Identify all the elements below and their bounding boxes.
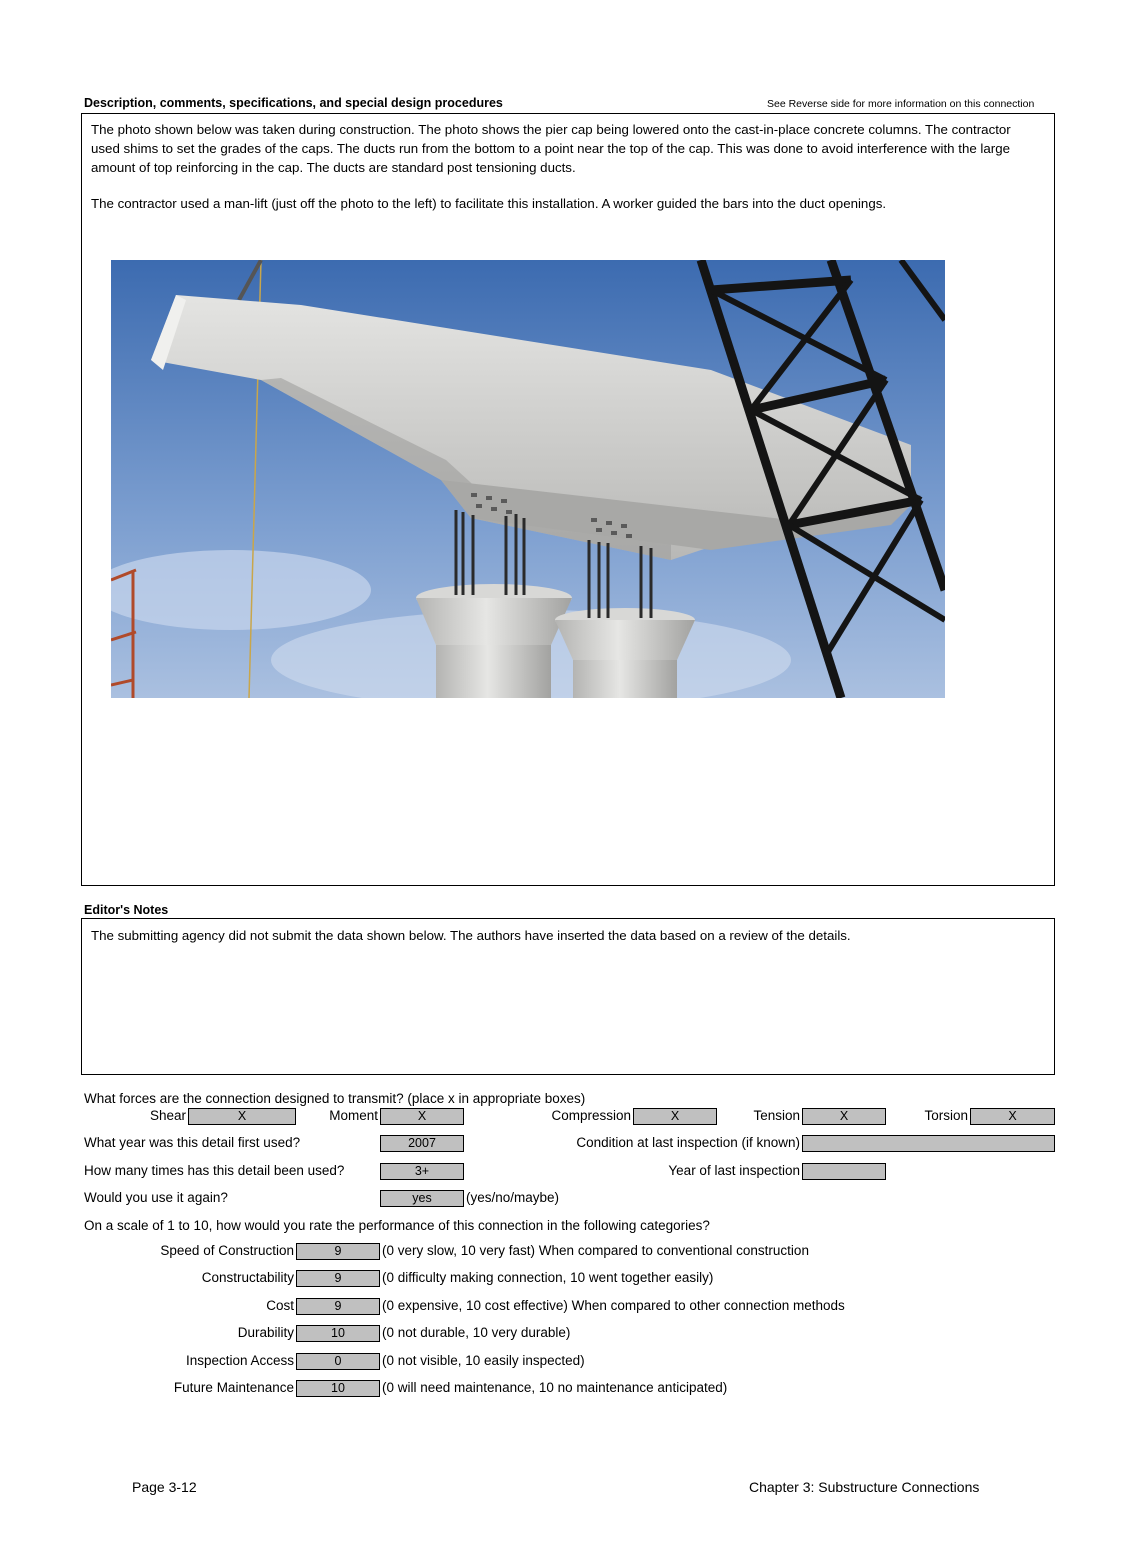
editors-notes-heading: Editor's Notes bbox=[84, 903, 169, 917]
description-heading: Description, comments, specifications, and special design procedures bbox=[84, 96, 503, 110]
force-field-tension[interactable]: X bbox=[802, 1108, 886, 1125]
force-field-shear[interactable]: X bbox=[188, 1108, 296, 1125]
rating-field-future-maintenance[interactable]: 10 bbox=[296, 1380, 380, 1397]
force-field-compression[interactable]: X bbox=[633, 1108, 717, 1125]
force-field-torsion[interactable]: X bbox=[970, 1108, 1055, 1125]
year-inspection-field[interactable] bbox=[802, 1163, 886, 1180]
year-inspection-label: Year of last inspection bbox=[668, 1163, 800, 1178]
page-number: Page 3-12 bbox=[132, 1479, 197, 1495]
times-used-field[interactable]: 3+ bbox=[380, 1163, 464, 1180]
force-label-torsion: Torsion bbox=[924, 1108, 968, 1123]
year-first-used-label: What year was this detail first used? bbox=[84, 1135, 301, 1150]
rating-field-inspection-access[interactable]: 0 bbox=[296, 1353, 380, 1370]
times-used-label: How many times has this detail been used? bbox=[84, 1163, 345, 1178]
rating-note-durability: (0 not durable, 10 very durable) bbox=[382, 1325, 571, 1340]
condition-field[interactable] bbox=[802, 1135, 1055, 1152]
rating-field-cost[interactable]: 9 bbox=[296, 1298, 380, 1315]
editors-notes-text: The submitting agency did not submit the data shown below. The authors have inserted the data based on a review of the details. bbox=[91, 928, 851, 943]
chapter-title: Chapter 3: Substructure Connections bbox=[749, 1479, 980, 1495]
rating-label-future-maintenance: Future Maintenance bbox=[173, 1380, 294, 1395]
rating-label-cost: Cost bbox=[266, 1298, 294, 1313]
rating-note-future-maintenance: (0 will need maintenance, 10 no maintenance anticipated) bbox=[382, 1380, 728, 1395]
rating-note-inspection-access: (0 not visible, 10 easily inspected) bbox=[382, 1353, 585, 1368]
force-label-shear: Shear bbox=[149, 1108, 186, 1123]
force-label-compression: Compression bbox=[551, 1108, 631, 1123]
force-field-moment[interactable]: X bbox=[380, 1108, 464, 1125]
rating-note-constructability: (0 difficulty making connection, 10 went together easily) bbox=[382, 1270, 714, 1285]
rating-label-inspection-access: Inspection Access bbox=[185, 1353, 294, 1368]
use-again-label: Would you use it again? bbox=[84, 1190, 228, 1205]
ratings-question: On a scale of 1 to 10, how would you rate the performance of this connection in the following categories? bbox=[84, 1218, 710, 1233]
rating-field-speed[interactable]: 9 bbox=[296, 1243, 380, 1260]
force-label-moment: Moment bbox=[329, 1108, 378, 1123]
reverse-side-note: See Reverse side for more information on this connection bbox=[767, 98, 1035, 110]
use-again-field[interactable]: yes bbox=[380, 1190, 464, 1207]
rating-label-constructability: Constructability bbox=[201, 1270, 294, 1285]
rating-note-speed: (0 very slow, 10 very fast) When compared to conventional construction bbox=[382, 1243, 809, 1258]
forces-question: What forces are the connection designed to transmit? (place x in appropriate boxes) bbox=[84, 1091, 586, 1106]
rating-field-durability[interactable]: 10 bbox=[296, 1325, 380, 1342]
use-again-hint: (yes/no/maybe) bbox=[466, 1190, 560, 1205]
condition-label: Condition at last inspection (if known) bbox=[576, 1135, 800, 1150]
rating-label-speed: Speed of Construction bbox=[160, 1243, 294, 1258]
year-first-used-field[interactable]: 2007 bbox=[380, 1135, 464, 1152]
construction-photo bbox=[111, 260, 945, 698]
description-paragraph-2: The contractor used a man-lift (just off the photo to the left) to facilitate this installation. A worker guided the bars into the duct openings. bbox=[91, 196, 887, 211]
rating-note-cost: (0 expensive, 10 cost effective) When compared to other connection methods bbox=[382, 1298, 845, 1313]
rating-field-constructability[interactable]: 9 bbox=[296, 1270, 380, 1287]
force-label-tension: Tension bbox=[753, 1108, 800, 1123]
description-paragraph-1: The photo shown below was taken during construction. The photo shows the pier cap being lowered onto the cast-in-place concrete columns. The contractor used shims to set the grades of the caps. The ducts run from the bottom to a point near the top of the cap. This was done to avoid interference with the large amount of top reinforcing in the cap. The ducts are standard post tensioning ducts. bbox=[91, 122, 1011, 175]
rating-label-durability: Durability bbox=[237, 1325, 294, 1340]
editors-notes-box bbox=[81, 918, 1055, 1075]
